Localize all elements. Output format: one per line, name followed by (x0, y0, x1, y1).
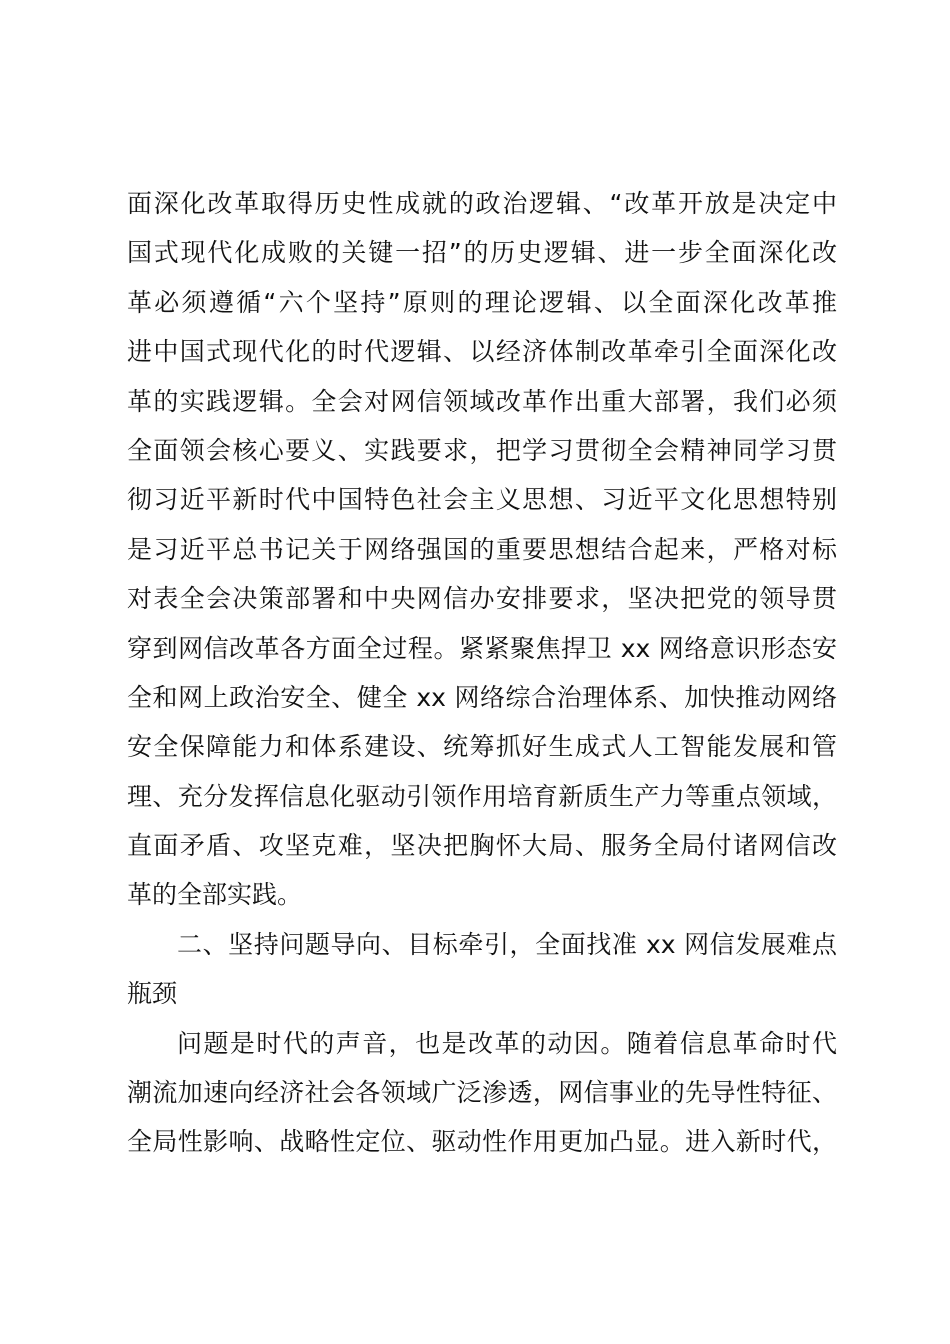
text-line: 对表全会决策部署和中央网信办安排要求，坚决把党的领导贯 (127, 584, 837, 614)
section-heading-2 (127, 920, 837, 1019)
text-line: 全面领会核心要义、实践要求，把学习贯彻全会精神同学习贯 (127, 435, 837, 465)
heading-line: 瓶颈 (127, 979, 178, 1009)
text-line: 革必须遵循“六个坚持”原则的理论逻辑、以全面深化改革推 (127, 287, 837, 317)
paragraph-2 (127, 1019, 837, 1167)
text-line: 革的全部实践。 (127, 880, 303, 910)
text-line: 全和网上政治安全、健全 xx 网络综合治理体系、加快推动网络 (127, 682, 837, 712)
text-line: 是习近平总书记关于网络强国的重要思想结合起来，严格对标 (127, 534, 837, 564)
text-line: 理、充分发挥信息化驱动引领作用培育新质生产力等重点领域， (127, 781, 837, 811)
heading-line: 二、坚持问题导向、目标牵引，全面找准 xx 网信发展难点 (177, 929, 837, 959)
text-line: 全局性影响、战略性定位、驱动性作用更加凸显。进入新时代， (127, 1127, 837, 1157)
text-line: 革的实践逻辑。全会对网信领域改革作出重大部署，我们必须 (127, 386, 837, 416)
text-line: 进中国式现代化的时代逻辑、以经济体制改革牵引全面深化改 (127, 337, 837, 367)
text-line: 穿到网信改革各方面全过程。紧紧聚焦捍卫 xx 网络意识形态安 (127, 633, 837, 663)
document-body (127, 179, 837, 1167)
text-line: 安全保障能力和体系建设、统筹抓好生成式人工智能发展和管 (127, 732, 837, 762)
paragraph-1 (127, 179, 837, 920)
text-line: 面深化改革取得历史性成就的政治逻辑、“改革开放是决定中 (127, 189, 837, 218)
text-line: 彻习近平新时代中国特色社会主义思想、习近平文化思想特别 (127, 485, 837, 515)
text-line: 国式现代化成败的关键一招”的历史逻辑、进一步全面深化改 (127, 238, 837, 268)
text-line: 问题是时代的声音，也是改革的动因。随着信息革命时代 (177, 1028, 837, 1058)
text-line: 直面矛盾、攻坚克难，坚决把胸怀大局、服务全局付诸网信改 (127, 831, 837, 861)
text-line: 潮流加速向经济社会各领域广泛渗透，网信事业的先导性特征、 (127, 1078, 837, 1108)
